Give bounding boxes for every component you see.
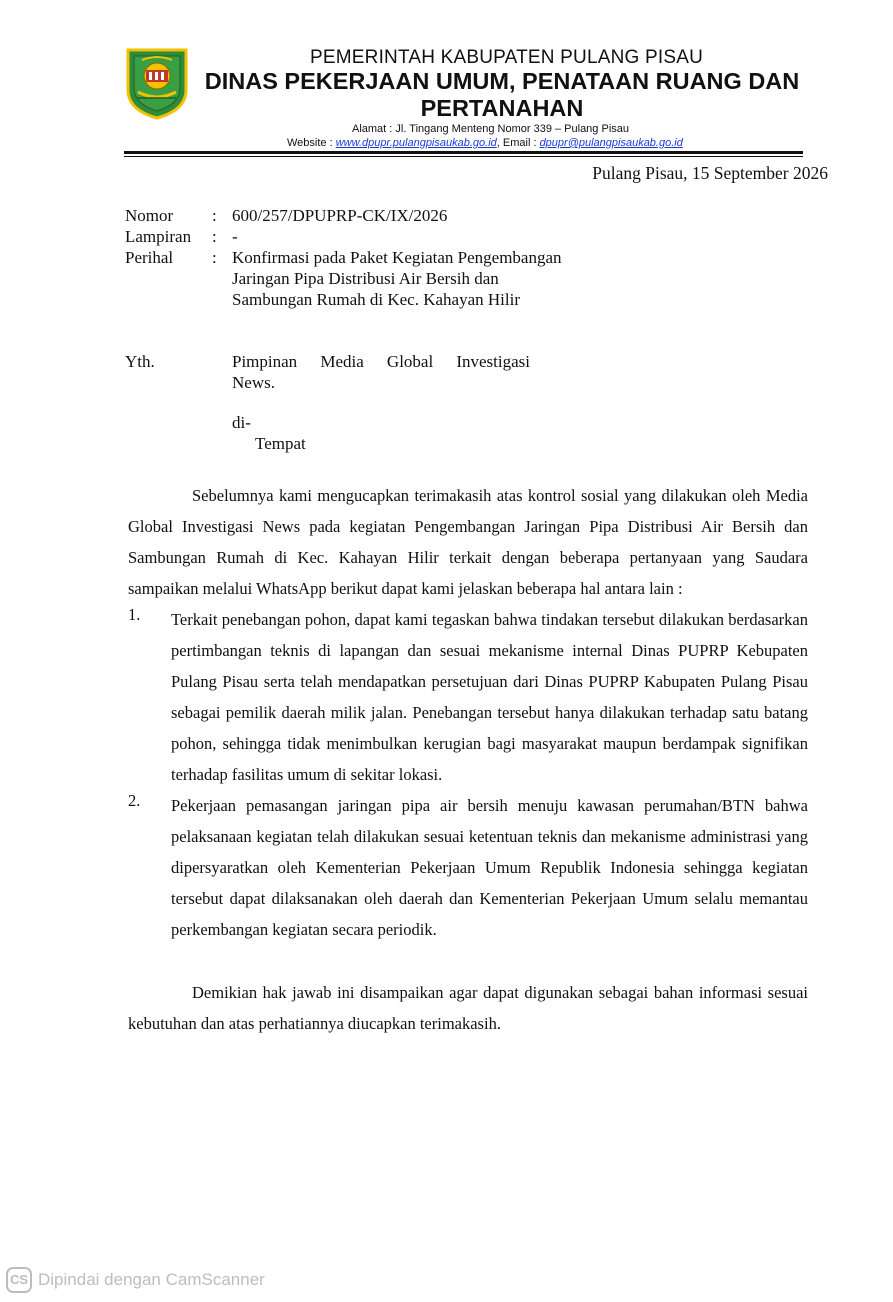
closing-paragraph: Demikian hak jawab ini disampaikan agar dapat digunakan sebagai bahan informasi sesuai kebutuhan dan atas perhatiannya diucapkan terimakasih. <box>128 983 808 1033</box>
letterhead-government: PEMERINTAH KABUPATEN PULANG PISAU <box>310 47 704 68</box>
camscanner-logo-icon: CS <box>6 1267 32 1293</box>
recipient-di: di- <box>232 413 251 432</box>
letterhead-divider-thin <box>124 156 803 157</box>
nomor-colon: : <box>212 206 217 225</box>
lampiran-colon: : <box>212 227 217 246</box>
item-2-text: Pekerjaan pemasangan jaringan pipa air bersih menuju kawasan perumahan/BTN bahwa pelaksanaan kegiatan telah dilakukan sesuai ketentuan teknis dan mekanisme administrasi yang dipersyaratkan oleh Kementerian Pekerjaan Umum Republik Indonesia sehingga kegiatan tersebut dapat dilaksanakan oleh daerah dan Kementerian Pekerjaan Umum selalu memantau perkembangan kegiatan secara periodik. <box>171 796 808 939</box>
email-link[interactable]: dpupr@pulangpisaukab.go.id <box>539 137 683 149</box>
yth-label: Yth. <box>125 352 155 371</box>
recipient-line-2: News. <box>232 373 275 392</box>
regency-coat-of-arms-icon <box>124 46 190 120</box>
item-1-text: Terkait penebangan pohon, dapat kami tegaskan bahwa tindakan tersebut dilakukan berdasarkan pertimbangan teknis di lapangan dan sesuai mekanisme internal Dinas PUPRP Kebupaten Pulang Pisau serta telah mendapatkan persetujuan dari Dinas PUPRP Kabupaten Pulang Pisau sebagai pemilik daerah milik jalan. Penebangan tersebut hanya dilakukan terhadap satu batang pohon, sehingga tidak menimbulkan kerugian bagi masyarakat maupun berdampak signifikan terhadap fasilitas umum di sekitar lokasi. <box>171 610 808 784</box>
nomor-label: Nomor <box>125 206 174 225</box>
recipient-tempat: Tempat <box>255 434 306 453</box>
intro-paragraph: Sebelumnya kami mengucapkan terimakasih atas kontrol sosial yang dilakukan oleh Media Global Investigasi News pada kegiatan Pengembangan Jaringan Pipa Distribusi Air Bersih dan Sambungan Rumah di Kec. Kahayan Hilir terkait dengan beberapa pertanyaan yang Saudara sampaikan melalui WhatsApp berikut dapat kami jelaskan beberapa hal antara lain : <box>128 486 808 598</box>
item-1-number: 1. <box>128 605 141 624</box>
perihal-label: Perihal <box>125 248 174 267</box>
item-2-number: 2. <box>128 791 141 810</box>
letterhead-contact <box>287 137 683 149</box>
lampiran-value: - <box>232 227 238 246</box>
recipient-line-1: Pimpinan Media Global Investigasi <box>232 352 530 371</box>
perihal-colon: : <box>212 248 217 267</box>
perihal-value: Konfirmasi pada Paket Kegiatan Pengembangan Jaringan Pipa Distribusi Air Bersih dan Sambungan Rumah di Kec. Kahayan Hilir <box>232 248 562 309</box>
email-label: , Email : <box>496 137 540 149</box>
letterhead-address: Alamat : Jl. Tingang Menteng Nomor 339 – Pulang Pisau <box>352 123 629 135</box>
camscanner-watermark: Dipindai dengan CamScanner <box>38 1270 265 1289</box>
nomor-value: 600/257/DPUPRP-CK/IX/2026 <box>232 206 448 225</box>
letter-date: Pulang Pisau, 15 September 2026 <box>592 163 828 183</box>
letterhead-divider-thick <box>124 151 803 154</box>
website-label: Website : <box>287 137 336 149</box>
website-link[interactable]: www.dpupr.pulangpisaukab.go.id <box>335 137 497 149</box>
lampiran-label: Lampiran <box>125 227 192 246</box>
recipient-name <box>232 351 530 393</box>
letterhead-agency-name: DINAS PEKERJAAN UMUM, PENATAAN RUANG DAN PERTANAHAN <box>204 68 800 121</box>
